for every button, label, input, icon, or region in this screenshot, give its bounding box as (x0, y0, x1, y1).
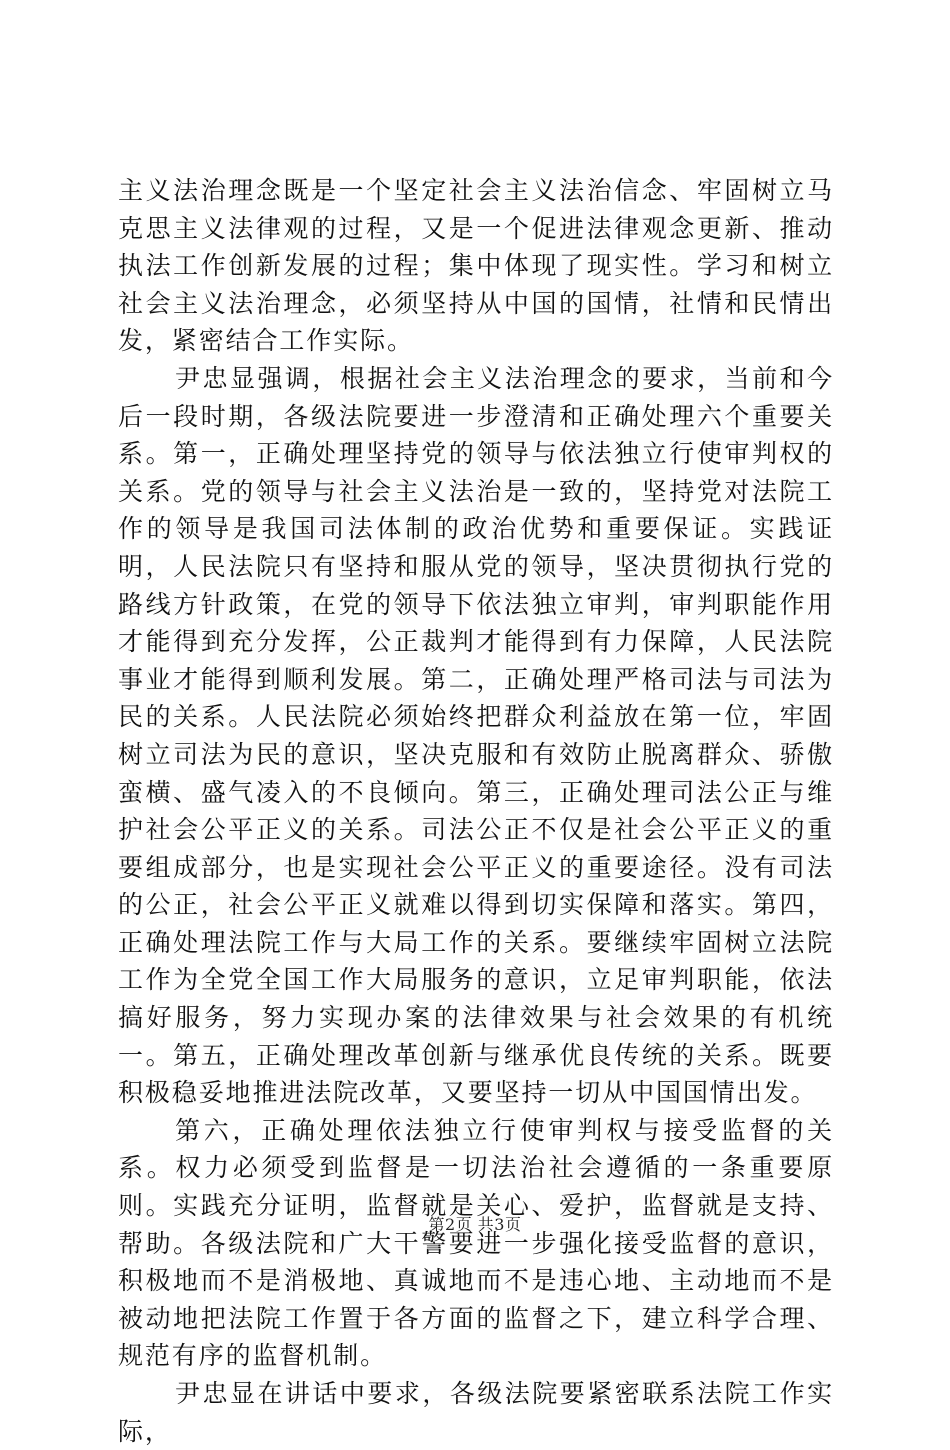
paragraph-3: 第六，正确处理依法独立行使审判权与接受监督的关系。权力必须受到监督是一切法治社会遵循的一条重要原则。实践充分证明，监督就是关心、爱护，监督就是支持、帮助。各级法院和广大干警要进一步强化接受监督的意识，积极地而不是消极地、真诚地而不是违心地、主动地而不是被动地把法院工作置于各方面的监督之下，建立科学合理、规范有序的监督机制。 (118, 1115, 834, 1371)
paragraph-1: 主义法治理念既是一个坚定社会主义法治信念、牢固树立马克思主义法律观的过程，又是一个促进法律观念更新、推动执法工作创新发展的过程；集中体现了现实性。学习和树立社会主义法治理念，必须坚持从中国的国情，社情和民情出发，紧密结合工作实际。 (118, 176, 834, 356)
page-number-footer: 第2页 共3页 (428, 1215, 522, 1234)
document-body (118, 172, 834, 1450)
paragraph-4: 尹忠显在讲话中要求，各级法院要紧密联系法院工作实际， (118, 1379, 834, 1446)
paragraph-2: 尹忠显强调，根据社会主义法治理念的要求，当前和今后一段时期，各级法院要进一步澄清和正确处理六个重要关系。第一，正确处理坚持党的领导与依法独立行使审判权的关系。党的领导与社会主义法治是一致的，坚持党对法院工作的领导是我国司法体制的政治优势和重要保证。实践证明，人民法院只有坚持和服从党的领导，坚决贯彻执行党的路线方针政策，在党的领导下依法独立审判，审判职能作用才能得到充分发挥，公正裁判才能得到有力保障，人民法院事业才能得到顺利发展。第二，正确处理严格司法与司法为民的关系。人民法院必须始终把群众利益放在第一位，牢固树立司法为民的意识，坚决克服和有效防止脱离群众、骄傲蛮横、盛气凌入的不良倾向。第三，正确处理司法公正与维护社会公平正义的关系。司法公正不仅是社会公平正义的重要组成部分，也是实现社会公平正义的重要途径。没有司法的公正，社会公平正义就难以得到切实保障和落实。第四，正确处理法院工作与大局工作的关系。要继续牢固树立法院工作为全党全国工作大局服务的意识，立足审判职能，依法搞好服务，努力实现办案的法律效果与社会效果的有机统一。第五，正确处理改革创新与继承优良传统的关系。既要积极稳妥地推进法院改革，又要坚持一切从中国国情出发。 (118, 363, 834, 1108)
